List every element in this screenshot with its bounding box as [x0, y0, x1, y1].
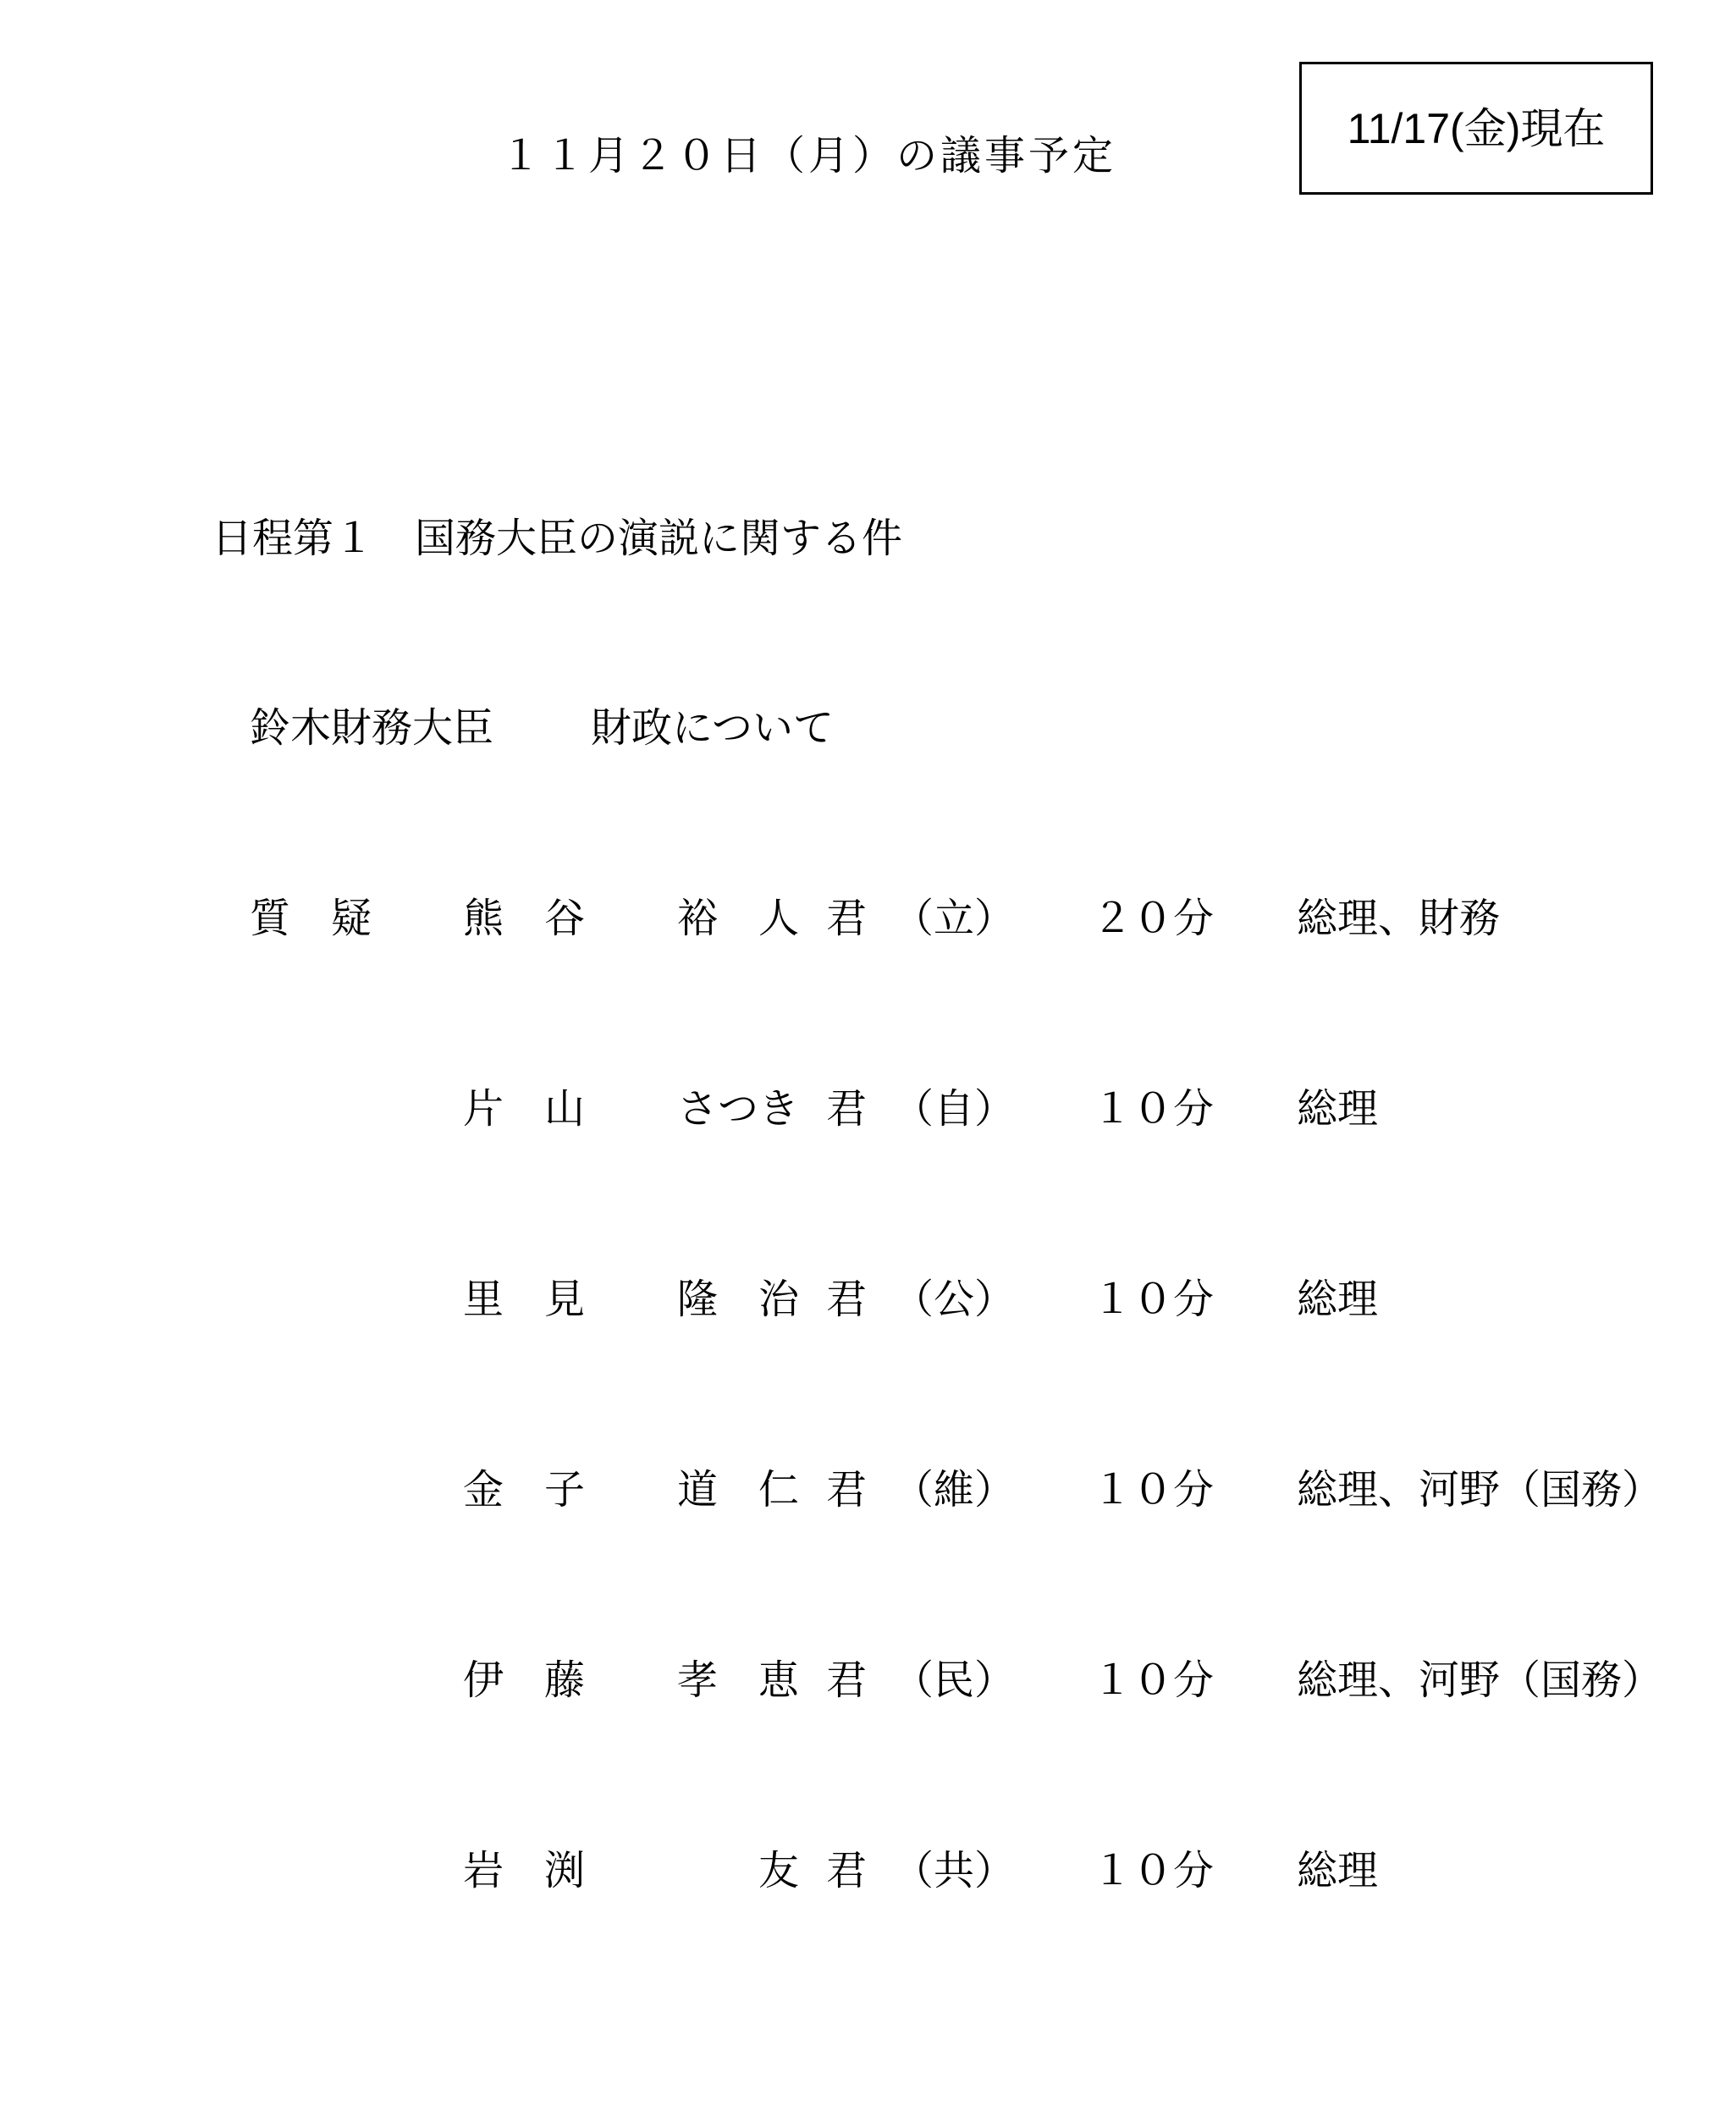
questioner-surname: 岩 渕 [463, 1847, 586, 1894]
questioner-surname: 熊 谷 [463, 895, 586, 942]
questioner-honorific: 君 [826, 895, 868, 942]
question-target: 総理 [1297, 1085, 1379, 1133]
questioner-honorific: 君 [826, 1847, 868, 1894]
questions-label: 質 疑 [250, 895, 372, 942]
questioner-honorific: 君 [826, 1276, 868, 1323]
agenda-item-heading: 日程第１ 国務大臣の演説に関する件 [212, 515, 903, 562]
questioner-party: （自） [893, 1085, 1016, 1133]
question-target: 総理 [1297, 1847, 1379, 1894]
page-title: １１月２０日（月）の議事予定 [499, 132, 1116, 179]
questioner-given-name: 道 仁 [677, 1466, 800, 1513]
question-target: 総理、河野（国務） [1297, 1657, 1663, 1704]
questioner-party: （維） [893, 1466, 1016, 1513]
question-time: １０分 [1092, 1276, 1215, 1323]
questioner-given-name: 友 [677, 1847, 800, 1894]
questioner-honorific: 君 [826, 1466, 868, 1513]
questioner-party: （立） [893, 895, 1016, 942]
questioner-party: （共） [893, 1847, 1016, 1894]
question-target: 総理、財務 [1297, 895, 1501, 942]
question-time: １０分 [1092, 1657, 1215, 1704]
questioner-honorific: 君 [826, 1085, 868, 1133]
speech-minister: 鈴木財務大臣 [250, 704, 494, 752]
questioner-surname: 伊 藤 [463, 1657, 586, 1704]
questioner-given-name: 隆 治 [677, 1276, 800, 1323]
status-date: 11/17(金)現在 [1347, 104, 1606, 152]
questioner-given-name: さつき [677, 1085, 800, 1133]
speech-topic: 財政について [591, 704, 835, 752]
questioner-given-name: 裕 人 [677, 895, 800, 942]
questioner-given-name: 孝 恵 [677, 1657, 800, 1704]
question-time: １０分 [1092, 1847, 1215, 1894]
question-target: 総理、河野（国務） [1297, 1466, 1663, 1513]
question-time: １０分 [1092, 1085, 1215, 1133]
questioner-surname: 里 見 [463, 1276, 586, 1323]
status-date-box [1299, 62, 1653, 195]
question-time: １０分 [1092, 1466, 1215, 1513]
questioner-party: （公） [893, 1276, 1016, 1323]
question-time: ２０分 [1092, 895, 1215, 942]
questioner-party: （民） [893, 1657, 1016, 1704]
questioner-honorific: 君 [826, 1657, 868, 1704]
question-target: 総理 [1297, 1276, 1379, 1323]
questioner-surname: 金 子 [463, 1466, 586, 1513]
questioner-surname: 片 山 [463, 1085, 586, 1133]
